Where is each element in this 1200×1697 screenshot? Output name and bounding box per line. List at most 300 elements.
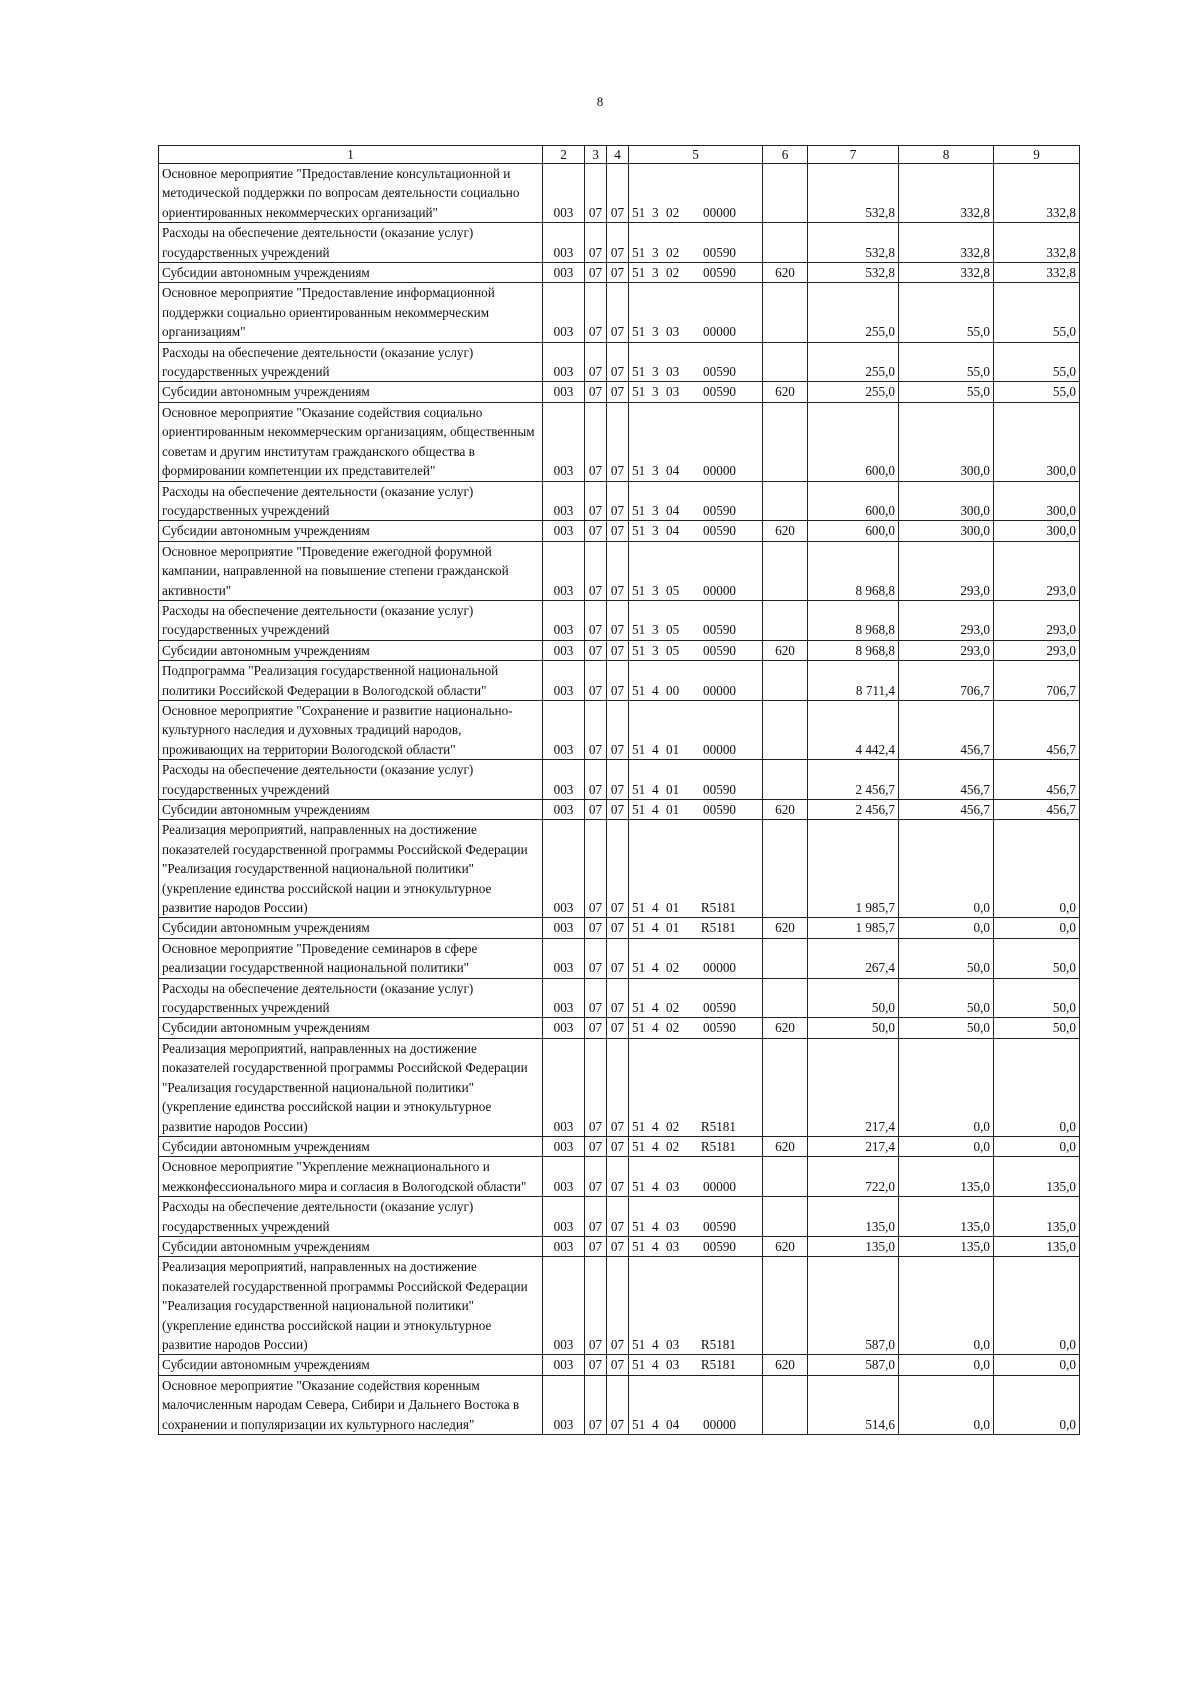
amount-col7: 217,4 <box>808 1136 899 1156</box>
code-csr-part: 51 <box>632 523 646 539</box>
code-gr: 003 <box>543 978 585 1018</box>
code-csr <box>629 382 763 402</box>
row-name: Субсидии автономным учреждениям <box>159 1236 543 1256</box>
row-name: Субсидии автономным учреждениям <box>159 918 543 938</box>
code-vr <box>763 1157 808 1197</box>
amount-col8: 135,0 <box>899 1157 994 1197</box>
row-name: Субсидии автономным учреждениям <box>159 521 543 541</box>
row-name: Основное мероприятие "Предоставление консультационной и методической поддержки по вопросам деятельности социально ориентированных некоммерческих организаций" <box>159 164 543 223</box>
code-csr <box>629 918 763 938</box>
code-csr <box>629 1236 763 1256</box>
table-row <box>159 640 1080 660</box>
row-name: Основное мероприятие "Оказание содействия коренным малочисленным народам Севера, Сибири и Дальнего Востока в сохранении и популяризации их культурного наследия" <box>159 1375 543 1434</box>
code-csr-part: 51 <box>632 244 646 260</box>
code-rz: 07 <box>585 541 607 600</box>
code-gr: 003 <box>543 800 585 820</box>
amount-col9: 332,8 <box>994 164 1080 223</box>
table-row <box>159 1038 1080 1136</box>
row-name: Расходы на обеспечение деятельности (оказание услуг) государственных учреждений <box>159 978 543 1018</box>
code-gr: 003 <box>543 342 585 382</box>
code-csr-part: 00590 <box>703 265 736 281</box>
code-csr-part: 02 <box>666 244 680 260</box>
code-gr: 003 <box>543 700 585 759</box>
amount-col9: 135,0 <box>994 1236 1080 1256</box>
code-pr: 07 <box>607 1018 629 1038</box>
code-csr <box>629 661 763 701</box>
code-pr: 07 <box>607 800 629 820</box>
code-csr-part: 01 <box>666 781 680 797</box>
amount-col9: 0,0 <box>994 1375 1080 1434</box>
code-vr: 620 <box>763 800 808 820</box>
code-csr-part: 00590 <box>703 364 736 380</box>
code-csr <box>629 1157 763 1197</box>
amount-col8: 456,7 <box>899 700 994 759</box>
code-pr: 07 <box>607 918 629 938</box>
table-row <box>159 820 1080 918</box>
code-csr-part: R5181 <box>700 900 736 916</box>
amount-col7: 255,0 <box>808 283 899 342</box>
code-csr-part: 00590 <box>703 642 736 658</box>
table-row <box>159 700 1080 759</box>
code-vr: 620 <box>763 918 808 938</box>
code-csr-part: 00000 <box>703 960 736 976</box>
row-name: Субсидии автономным учреждениям <box>159 382 543 402</box>
code-csr-part: 51 <box>632 1416 646 1432</box>
amount-col8: 135,0 <box>899 1197 994 1237</box>
code-pr: 07 <box>607 600 629 640</box>
code-gr: 003 <box>543 1375 585 1434</box>
code-vr <box>763 1375 808 1434</box>
amount-col9: 293,0 <box>994 600 1080 640</box>
code-gr: 003 <box>543 223 585 263</box>
amount-col9: 50,0 <box>994 1018 1080 1038</box>
code-csr-part: 3 <box>652 364 659 380</box>
code-csr-part: 03 <box>666 324 680 340</box>
code-rz: 07 <box>585 978 607 1018</box>
row-name: Реализация мероприятий, направленных на достижение показателей государственной программы Российской Федерации "Реализация государственной национальной политики" (укрепление единства российской нации и этнокультурное развитие народов России) <box>159 1257 543 1355</box>
amount-col8: 0,0 <box>899 820 994 918</box>
row-name: Расходы на обеспечение деятельности (оказание услуг) государственных учреждений <box>159 1197 543 1237</box>
code-vr <box>763 481 808 521</box>
amount-col7: 8 968,8 <box>808 541 899 600</box>
code-csr-part: 51 <box>632 1118 646 1134</box>
code-gr: 003 <box>543 1157 585 1197</box>
code-csr-part: 4 <box>652 960 659 976</box>
amount-col8: 300,0 <box>899 481 994 521</box>
code-pr: 07 <box>607 700 629 759</box>
code-csr-part: 3 <box>652 622 659 638</box>
code-csr-part: 02 <box>666 1020 680 1036</box>
table-row <box>159 223 1080 263</box>
row-name: Основное мероприятие "Сохранение и развитие национально-культурного наследия и духовных традиций народов, проживающих на территории Вологодской области" <box>159 700 543 759</box>
amount-col7: 1 985,7 <box>808 918 899 938</box>
amount-col7: 1 985,7 <box>808 820 899 918</box>
code-csr-part: 03 <box>666 1357 680 1373</box>
amount-col8: 55,0 <box>899 342 994 382</box>
code-csr-part: 4 <box>652 1357 659 1373</box>
code-csr-part: 04 <box>666 1416 680 1432</box>
code-gr: 003 <box>543 1197 585 1237</box>
code-csr-part: 51 <box>632 741 646 757</box>
code-csr <box>629 402 763 481</box>
code-pr: 07 <box>607 1375 629 1434</box>
code-csr <box>629 1257 763 1355</box>
code-csr-part: R5181 <box>700 920 736 936</box>
row-name: Расходы на обеспечение деятельности (оказание услуг) государственных учреждений <box>159 223 543 263</box>
code-gr: 003 <box>543 938 585 978</box>
amount-col8: 293,0 <box>899 600 994 640</box>
table-row <box>159 283 1080 342</box>
code-pr: 07 <box>607 342 629 382</box>
code-csr <box>629 541 763 600</box>
code-rz: 07 <box>585 918 607 938</box>
amount-col8: 0,0 <box>899 1355 994 1375</box>
amount-col7: 2 456,7 <box>808 800 899 820</box>
row-name: Основное мероприятие "Оказание содействия социально ориентированным некоммерческим организациям, общественным советам и другим институтам гражданского общества в формировании компетенции их представителей" <box>159 402 543 481</box>
amount-col7: 217,4 <box>808 1038 899 1136</box>
table-row <box>159 1157 1080 1197</box>
code-rz: 07 <box>585 283 607 342</box>
table-header-row <box>159 146 1080 164</box>
code-gr: 003 <box>543 521 585 541</box>
amount-col8: 0,0 <box>899 918 994 938</box>
code-vr: 620 <box>763 1018 808 1038</box>
budget-table <box>158 145 1080 1435</box>
code-csr <box>629 640 763 660</box>
code-gr: 003 <box>543 541 585 600</box>
code-vr <box>763 820 808 918</box>
code-csr-part: 3 <box>652 384 659 400</box>
code-csr <box>629 1355 763 1375</box>
amount-col9: 0,0 <box>994 1038 1080 1136</box>
amount-col7: 587,0 <box>808 1257 899 1355</box>
code-csr-part: 3 <box>652 204 659 220</box>
amount-col9: 55,0 <box>994 283 1080 342</box>
header-cell-3: 3 <box>585 146 607 164</box>
amount-col9: 300,0 <box>994 521 1080 541</box>
table-row <box>159 600 1080 640</box>
code-csr-part: 51 <box>632 384 646 400</box>
amount-col7: 50,0 <box>808 978 899 1018</box>
amount-col8: 293,0 <box>899 640 994 660</box>
code-gr: 003 <box>543 1236 585 1256</box>
amount-col9: 135,0 <box>994 1197 1080 1237</box>
amount-col8: 706,7 <box>899 661 994 701</box>
row-name: Субсидии автономным учреждениям <box>159 1136 543 1156</box>
amount-col7: 4 442,4 <box>808 700 899 759</box>
code-pr: 07 <box>607 382 629 402</box>
code-pr: 07 <box>607 283 629 342</box>
code-pr: 07 <box>607 1136 629 1156</box>
code-pr: 07 <box>607 1038 629 1136</box>
header-cell-9: 9 <box>994 146 1080 164</box>
code-csr <box>629 481 763 521</box>
table-row <box>159 1355 1080 1375</box>
code-csr-part: 04 <box>666 463 680 479</box>
code-csr-part: 05 <box>666 622 680 638</box>
amount-col7: 532,8 <box>808 223 899 263</box>
code-csr-part: 51 <box>632 582 646 598</box>
code-rz: 07 <box>585 760 607 800</box>
table-row <box>159 541 1080 600</box>
amount-col9: 55,0 <box>994 382 1080 402</box>
code-csr-part: 00000 <box>703 682 736 698</box>
code-csr-part: 51 <box>632 1178 646 1194</box>
code-csr-part: 51 <box>632 324 646 340</box>
code-gr: 003 <box>543 1038 585 1136</box>
code-pr: 07 <box>607 661 629 701</box>
amount-col7: 255,0 <box>808 342 899 382</box>
code-csr <box>629 800 763 820</box>
code-csr-part: R5181 <box>700 1138 736 1154</box>
amount-col9: 300,0 <box>994 402 1080 481</box>
row-name: Субсидии автономным учреждениям <box>159 263 543 283</box>
code-csr-part: 51 <box>632 1336 646 1352</box>
code-csr-part: 51 <box>632 502 646 518</box>
code-csr-part: 03 <box>666 1238 680 1254</box>
code-csr-part: 00000 <box>703 204 736 220</box>
code-csr-part: 00000 <box>703 324 736 340</box>
amount-col8: 456,7 <box>899 760 994 800</box>
code-csr-part: R5181 <box>700 1357 736 1373</box>
code-rz: 07 <box>585 1257 607 1355</box>
amount-col7: 50,0 <box>808 1018 899 1038</box>
table-row <box>159 661 1080 701</box>
code-gr: 003 <box>543 600 585 640</box>
amount-col9: 0,0 <box>994 1257 1080 1355</box>
code-csr-part: 00000 <box>703 582 736 598</box>
code-csr-part: 00590 <box>703 802 736 817</box>
code-csr-part: 4 <box>652 802 659 817</box>
code-pr: 07 <box>607 223 629 263</box>
code-csr-part: 03 <box>666 1336 680 1352</box>
amount-col9: 0,0 <box>994 1355 1080 1375</box>
code-csr-part: 03 <box>666 384 680 400</box>
amount-col9: 50,0 <box>994 978 1080 1018</box>
code-pr: 07 <box>607 164 629 223</box>
code-csr-part: 00590 <box>703 1238 736 1254</box>
table-body <box>159 164 1080 1435</box>
code-vr <box>763 938 808 978</box>
code-rz: 07 <box>585 600 607 640</box>
amount-col8: 0,0 <box>899 1038 994 1136</box>
code-csr-part: 4 <box>652 900 659 916</box>
table-row <box>159 521 1080 541</box>
code-csr <box>629 978 763 1018</box>
code-csr <box>629 1375 763 1434</box>
table-row <box>159 1197 1080 1237</box>
code-csr-part: 51 <box>632 900 646 916</box>
amount-col7: 600,0 <box>808 481 899 521</box>
table-row <box>159 342 1080 382</box>
row-name: Расходы на обеспечение деятельности (оказание услуг) государственных учреждений <box>159 600 543 640</box>
table-row <box>159 481 1080 521</box>
code-csr-part: 00590 <box>703 781 736 797</box>
code-csr-part: 05 <box>666 582 680 598</box>
code-csr-part: 00590 <box>703 384 736 400</box>
code-vr <box>763 1038 808 1136</box>
code-gr: 003 <box>543 1136 585 1156</box>
code-vr <box>763 600 808 640</box>
code-csr-part: 3 <box>652 642 659 658</box>
row-name: Расходы на обеспечение деятельности (оказание услуг) государственных учреждений <box>159 481 543 521</box>
amount-col9: 135,0 <box>994 1157 1080 1197</box>
amount-col8: 135,0 <box>899 1236 994 1256</box>
code-rz: 07 <box>585 938 607 978</box>
code-csr-part: 51 <box>632 1238 646 1254</box>
code-csr-part: 00000 <box>703 463 736 479</box>
amount-col7: 267,4 <box>808 938 899 978</box>
code-csr-part: 00590 <box>703 1218 736 1234</box>
code-csr-part: 3 <box>652 265 659 281</box>
amount-col9: 293,0 <box>994 541 1080 600</box>
code-csr <box>629 820 763 918</box>
code-vr <box>763 283 808 342</box>
code-csr <box>629 283 763 342</box>
code-csr-part: 4 <box>652 1118 659 1134</box>
code-vr <box>763 402 808 481</box>
row-name: Подпрограмма "Реализация государственной национальной политики Российской Федерации в Вологодской области" <box>159 661 543 701</box>
code-rz: 07 <box>585 342 607 382</box>
code-csr-part: 3 <box>652 463 659 479</box>
header-cell-5: 5 <box>629 146 763 164</box>
code-pr: 07 <box>607 1157 629 1197</box>
row-name: Субсидии автономным учреждениям <box>159 1018 543 1038</box>
amount-col7: 532,8 <box>808 263 899 283</box>
code-csr-part: 51 <box>632 960 646 976</box>
code-rz: 07 <box>585 521 607 541</box>
amount-col9: 706,7 <box>994 661 1080 701</box>
code-rz: 07 <box>585 640 607 660</box>
code-csr <box>629 1136 763 1156</box>
code-pr: 07 <box>607 1355 629 1375</box>
code-csr-part: 00590 <box>703 523 736 539</box>
code-csr-part: 51 <box>632 1218 646 1234</box>
code-csr-part: 4 <box>652 1238 659 1254</box>
code-gr: 003 <box>543 164 585 223</box>
code-csr-part: 51 <box>632 204 646 220</box>
code-pr: 07 <box>607 1257 629 1355</box>
code-csr-part: 51 <box>632 802 646 817</box>
amount-col9: 0,0 <box>994 820 1080 918</box>
row-name: Субсидии автономным учреждениям <box>159 1355 543 1375</box>
code-csr <box>629 938 763 978</box>
amount-col7: 2 456,7 <box>808 760 899 800</box>
code-pr: 07 <box>607 820 629 918</box>
code-gr: 003 <box>543 481 585 521</box>
code-gr: 003 <box>543 918 585 938</box>
row-name: Расходы на обеспечение деятельности (оказание услуг) государственных учреждений <box>159 342 543 382</box>
code-rz: 07 <box>585 800 607 820</box>
code-csr-part: 51 <box>632 622 646 638</box>
code-csr-part: 51 <box>632 781 646 797</box>
code-vr <box>763 1197 808 1237</box>
code-csr-part: 03 <box>666 1178 680 1194</box>
amount-col8: 332,8 <box>899 263 994 283</box>
code-csr-part: 4 <box>652 1020 659 1036</box>
amount-col7: 532,8 <box>808 164 899 223</box>
code-csr-part: 51 <box>632 682 646 698</box>
code-csr-part: 02 <box>666 960 680 976</box>
code-csr <box>629 1018 763 1038</box>
amount-col8: 55,0 <box>899 382 994 402</box>
row-name: Реализация мероприятий, направленных на достижение показателей государственной программы Российской Федерации "Реализация государственной национальной политики" (укрепление единства российской нации и этнокультурное развитие народов России) <box>159 1038 543 1136</box>
amount-col8: 50,0 <box>899 1018 994 1038</box>
code-vr <box>763 164 808 223</box>
code-vr: 620 <box>763 1136 808 1156</box>
code-csr <box>629 342 763 382</box>
amount-col8: 293,0 <box>899 541 994 600</box>
code-pr: 07 <box>607 1197 629 1237</box>
code-csr-part: 51 <box>632 1020 646 1036</box>
code-csr <box>629 1197 763 1237</box>
code-csr-part: 3 <box>652 324 659 340</box>
code-csr <box>629 700 763 759</box>
code-vr: 620 <box>763 382 808 402</box>
code-csr-part: 00 <box>666 682 680 698</box>
row-name: Расходы на обеспечение деятельности (оказание услуг) государственных учреждений <box>159 760 543 800</box>
code-csr-part: 3 <box>652 582 659 598</box>
code-csr-part: 01 <box>666 741 680 757</box>
code-gr: 003 <box>543 820 585 918</box>
table-row <box>159 800 1080 820</box>
header-cell-4: 4 <box>607 146 629 164</box>
amount-col8: 50,0 <box>899 978 994 1018</box>
amount-col8: 55,0 <box>899 283 994 342</box>
code-pr: 07 <box>607 938 629 978</box>
code-csr <box>629 263 763 283</box>
code-csr-part: 3 <box>652 502 659 518</box>
amount-col7: 8 968,8 <box>808 600 899 640</box>
code-csr-part: 00590 <box>703 1020 736 1036</box>
code-rz: 07 <box>585 1018 607 1038</box>
amount-col9: 456,7 <box>994 760 1080 800</box>
code-csr-part: 51 <box>632 1357 646 1373</box>
amount-col7: 255,0 <box>808 382 899 402</box>
header-cell-2: 2 <box>543 146 585 164</box>
amount-col9: 332,8 <box>994 263 1080 283</box>
table-row <box>159 1136 1080 1156</box>
code-rz: 07 <box>585 382 607 402</box>
code-vr <box>763 342 808 382</box>
code-csr-part: 4 <box>652 1336 659 1352</box>
code-pr: 07 <box>607 481 629 521</box>
code-csr-part: 00590 <box>703 1000 736 1016</box>
amount-col7: 135,0 <box>808 1236 899 1256</box>
code-csr <box>629 521 763 541</box>
code-pr: 07 <box>607 760 629 800</box>
table-row <box>159 164 1080 223</box>
code-csr-part: 01 <box>666 920 680 936</box>
code-pr: 07 <box>607 978 629 1018</box>
amount-col9: 0,0 <box>994 1136 1080 1156</box>
code-csr-part: 02 <box>666 1118 680 1134</box>
table-row <box>159 1018 1080 1038</box>
amount-col8: 300,0 <box>899 402 994 481</box>
code-vr <box>763 1257 808 1355</box>
table-row <box>159 1257 1080 1355</box>
code-pr: 07 <box>607 263 629 283</box>
code-csr-part: 00590 <box>703 244 736 260</box>
code-gr: 003 <box>543 1257 585 1355</box>
amount-col9: 456,7 <box>994 800 1080 820</box>
code-csr-part: 4 <box>652 1178 659 1194</box>
code-rz: 07 <box>585 1236 607 1256</box>
code-pr: 07 <box>607 521 629 541</box>
amount-col9: 50,0 <box>994 938 1080 978</box>
code-csr-part: 00000 <box>703 1416 736 1432</box>
code-pr: 07 <box>607 541 629 600</box>
